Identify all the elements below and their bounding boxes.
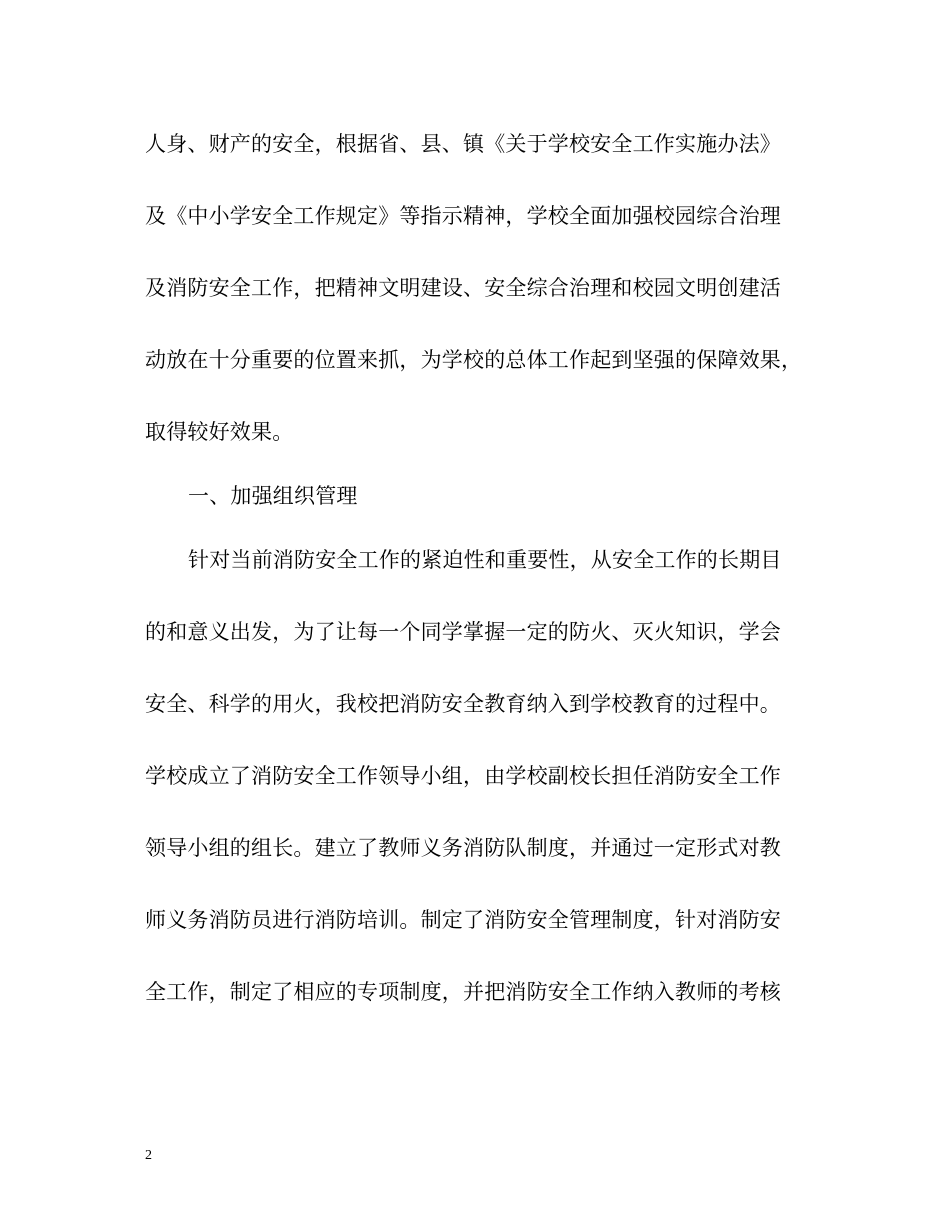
text-line-13: 全工作，制定了相应的专项制度，并把消防安全工作纳入教师的考核	[145, 980, 781, 1004]
text-line-4: 动放在十分重要的位置来抓，为学校的总体工作起到坚强的保障效果，	[145, 348, 803, 372]
text-line-7: 针对当前消防安全工作的紧迫性和重要性，从安全工作的长期目	[188, 548, 782, 572]
text-line-3: 及消防安全工作，把精神文明建设、安全综合治理和校园文明创建活	[145, 276, 781, 300]
text-line-11: 领导小组的组长。建立了教师义务消防队制度，并通过一定形式对教	[145, 836, 781, 860]
page-number: 2	[145, 1148, 152, 1163]
text-line-9: 安全、科学的用火，我校把消防安全教育纳入到学校教育的过程中。	[145, 692, 781, 716]
text-line-12: 师义务消防员进行消防培训。制定了消防安全管理制度，针对消防安	[145, 908, 781, 932]
section-heading: 一、加强组织管理	[188, 484, 358, 508]
text-line-10: 学校成立了消防安全工作领导小组，由学校副校长担任消防安全工作	[145, 764, 781, 788]
text-line-2: 及《中小学安全工作规定》等指示精神，学校全面加强校园综合治理	[145, 204, 781, 228]
text-line-1: 人身、财产的安全，根据省、县、镇《关于学校安全工作实施办法》	[145, 132, 781, 156]
text-line-8: 的和意义出发，为了让每一个同学掌握一定的防火、灭火知识，学会	[145, 620, 781, 644]
text-line-5: 取得较好效果。	[145, 420, 294, 444]
